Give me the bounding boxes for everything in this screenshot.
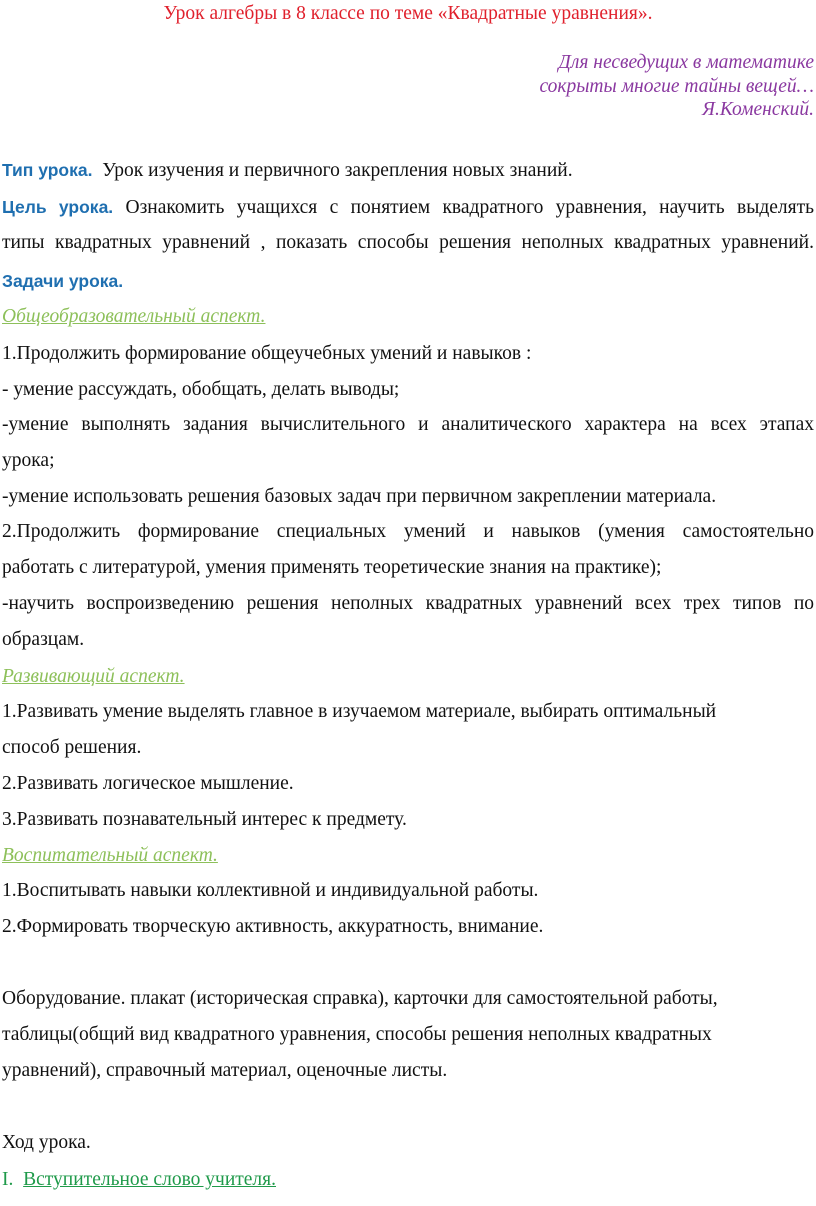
developing-aspect-line: 1.Развивать умение выделять главное в изучаемом материале, выбирать оптимальный [2, 701, 717, 722]
epigraph-author: Я.Коменский. [702, 99, 814, 120]
general-aspect-line: образцам. [2, 629, 85, 650]
developing-aspect-heading: Развивающий аспект. [2, 666, 185, 687]
section-title: Вступительное слово учителя. [23, 1169, 277, 1190]
equipment-line: уравнений), справочный материал, оценочные листы. [2, 1060, 448, 1081]
lesson-type-label: Тип урока. [2, 160, 93, 180]
general-aspect-heading: Общеобразовательный аспект. [2, 306, 266, 327]
lesson-goal-row [2, 194, 814, 221]
general-aspect-line: 2.Продолжить формирование специальных умений и навыков (умения самостоятельно [2, 521, 814, 542]
tasks-heading: Задачи урока. [2, 271, 124, 291]
equipment-line: таблицы(общий вид квадратного уравнения, способы решения неполных квадратных [2, 1024, 712, 1045]
lesson-section-heading [2, 1167, 276, 1193]
epigraph-line-1: Для несведущих в математике [558, 52, 814, 73]
general-aspect-line: - умение рассуждать, обобщать, делать выводы; [2, 379, 400, 400]
general-aspect-line: урока; [2, 450, 55, 471]
lesson-flow-heading: Ход урока. [2, 1132, 91, 1153]
lesson-title: Урок алгебры в 8 классе по теме «Квадратные уравнения». [163, 3, 653, 24]
lesson-type-text: Урок изучения и первичного закрепления новых знаний. [102, 160, 573, 181]
lesson-goal-label: Цель урока. [2, 197, 114, 217]
section-number: I. [2, 1169, 14, 1190]
general-aspect-line: работать с литературой, умения применять теоретические знания на практике); [2, 557, 662, 578]
developing-aspect-line: 2.Развивать логическое мышление. [2, 773, 294, 794]
lesson-type-row [2, 157, 573, 184]
educational-aspect-line: 2.Формировать творческую активность, аккуратность, внимание. [2, 916, 544, 937]
developing-aspect-line: способ решения. [2, 737, 142, 758]
equipment-line: Оборудование. плакат (историческая справка), карточки для самостоятельной работы, [2, 988, 718, 1009]
educational-aspect-line: 1.Воспитывать навыки коллективной и индивидуальной работы. [2, 880, 539, 901]
developing-aspect-line: 3.Развивать познавательный интерес к предмету. [2, 809, 407, 830]
lesson-goal-text-2: типы квадратных уравнений , показать способы решения неполных квадратных уравнений. [2, 232, 814, 253]
lesson-goal-text-1: Ознакомить учащихся с понятием квадратного уравнения, научить выделять [125, 197, 815, 218]
educational-aspect-heading: Воспитательный аспект. [2, 845, 218, 866]
general-aspect-line: -умение выполнять задания вычислительного и аналитического характера на всех этапах [2, 414, 814, 435]
general-aspect-line: -умение использовать решения базовых задач при первичном закреплении материала. [2, 486, 717, 507]
epigraph-line-2: сокрыты многие тайны вещей… [539, 76, 814, 97]
general-aspect-line: 1.Продолжить формирование общеучебных умений и навыков : [2, 343, 532, 364]
general-aspect-line: -научить воспроизведению решения неполных квадратных уравнений всех трех типов по [2, 593, 814, 614]
